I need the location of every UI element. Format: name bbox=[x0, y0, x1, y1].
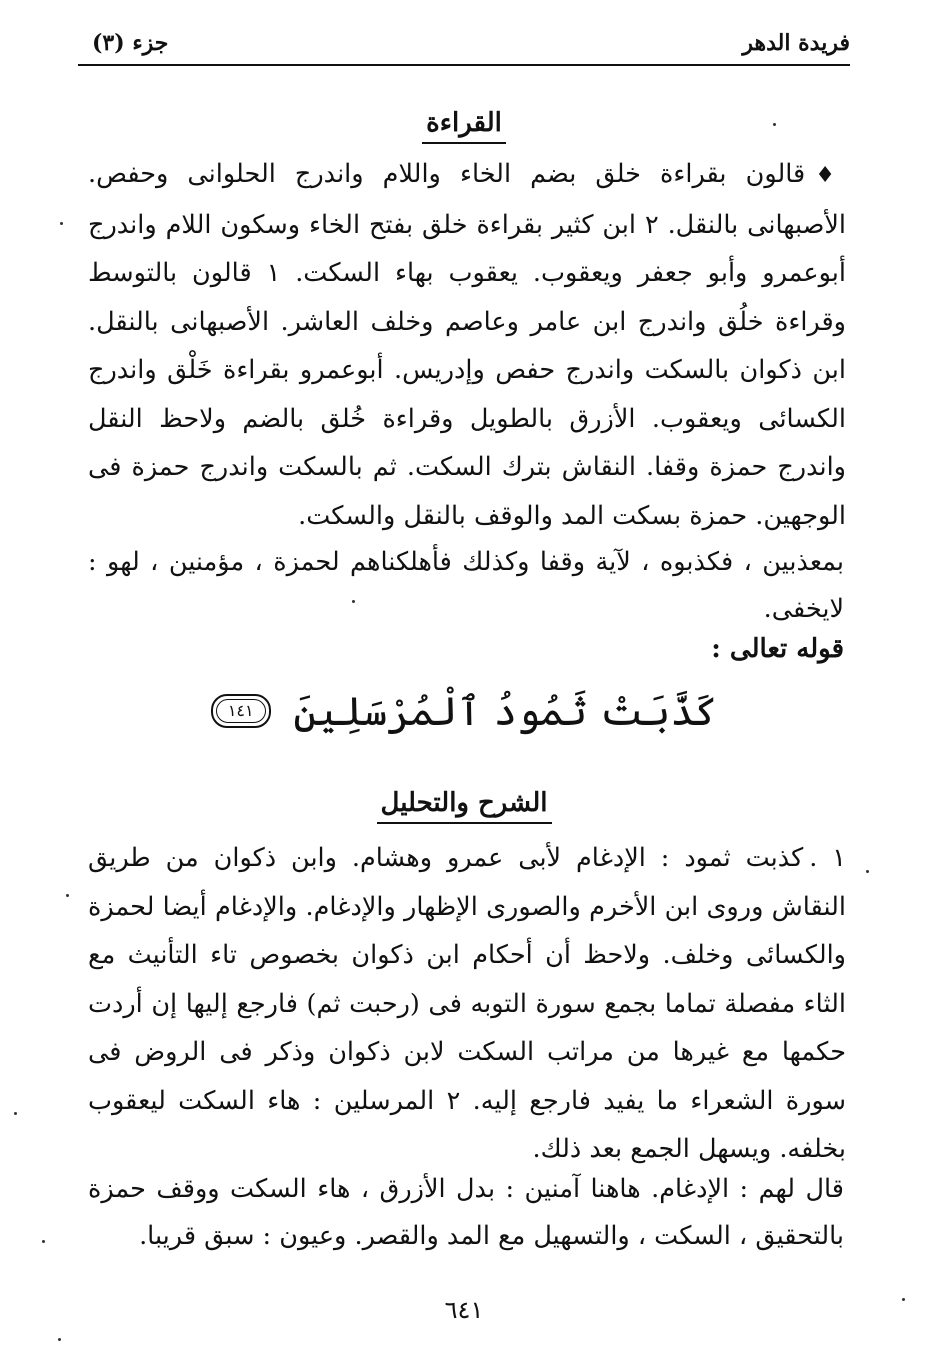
page-number: ٦٤١ bbox=[444, 1296, 484, 1324]
page-header bbox=[78, 30, 850, 66]
scan-speck bbox=[14, 1112, 17, 1115]
reading-paragraph bbox=[88, 150, 846, 540]
section-heading-explanation bbox=[0, 788, 928, 824]
explanation-paragraph bbox=[88, 834, 846, 1174]
quran-verse bbox=[0, 682, 928, 742]
reading-paragraph-text: قالون بقراءة خلق بضم الخاء واللام واندرج الحلوانى وحفص. الأصبهانى بالنقل. ٢ ابن كثير بقراءة خلق بفتح الخاء وسكون اللام واندرج أبوعمرو وأبو جعفر ويعقوب. يعقوب بهاء السكت. ١ قالون بالتوسط وقراءة خلُق واندرج ابن عامر وعاصم وخلف العاشر. الأصبهانى بالنقل. ابن ذكوان بالسكت واندرج حفص وإدريس. أبوعمرو بقراءة خَلْق واندرج الكسائى ويعقوب. الأزرق بالطويل وقراءة خُلق بالضم ولاحظ النقل واندرج حمزة وقفا. النقاش بترك السكت. ثم بالسكت واندرج حمزة فى الوجهين. حمزة بسكت المد والوقف بالنقل والسكت. bbox=[88, 159, 846, 531]
volume-label: جزء (٣) bbox=[92, 30, 169, 56]
scan-speck bbox=[352, 600, 355, 603]
scan-speck bbox=[60, 222, 63, 225]
reading-note-text: بمعذبين ، فكذبوه ، لآية وقفا وكذلك فأهلكناهم لحمزة ، مؤمنين ، لهو : لايخفى. bbox=[88, 547, 844, 624]
verse-number-badge: ١٤١ bbox=[211, 694, 271, 728]
scan-speck bbox=[58, 1338, 61, 1341]
diamond-bullet-icon: ♦ bbox=[815, 163, 846, 188]
section-heading-reading-text: القراءة bbox=[422, 108, 506, 144]
scan-speck bbox=[42, 1240, 45, 1243]
reading-note bbox=[88, 539, 844, 633]
explanation-note bbox=[88, 1166, 844, 1260]
scan-speck bbox=[773, 123, 776, 126]
item-number: ١ . bbox=[809, 843, 846, 873]
section-heading-reading bbox=[0, 108, 928, 144]
verse-intro-label: قوله تعالى : bbox=[711, 634, 844, 664]
scan-speck bbox=[66, 894, 69, 897]
verse-text: كَذَّبَتْ ثَمُودُ ٱلْمُرْسَلِينَ bbox=[293, 689, 718, 735]
book-title: فريدة الدهر bbox=[742, 30, 850, 56]
scan-speck bbox=[866, 870, 869, 873]
section-heading-explanation-text: الشرح والتحليل bbox=[377, 788, 552, 824]
explanation-note-text: قال لهم : الإدغام. هاهنا آمنين : بدل الأزرق ، هاء السكت ووقف حمزة بالتحقيق ، السكت ، والتسهيل مع المد والقصر. وعيون : سبق قريبا. bbox=[88, 1174, 844, 1251]
scan-speck bbox=[902, 1298, 905, 1301]
explanation-paragraph-text: كذبت ثمود : الإدغام لأبى عمرو وهشام. وابن ذكوان من طريق النقاش وروى ابن الأخرم والصورى الإظهار والإدغام. والإدغام أيضا لحمزة والكسائى وخلف. ولاحظ أن أحكام ابن ذكوان بخصوص تاء التأنيث مع الثاء مفصلة تماما بجمع سورة التوبه فى (رحبت ثم) فارجع إليها إن أردت حكمها مع غيرها من مراتب السكت لابن ذكوان وذكر فى الروض فى سورة الشعراء ما يفيد فارجع إليه. ٢ المرسلين : هاء السكت ليعقوب بخلفه. ويسهل الجمع بعد ذلك. bbox=[88, 843, 846, 1164]
